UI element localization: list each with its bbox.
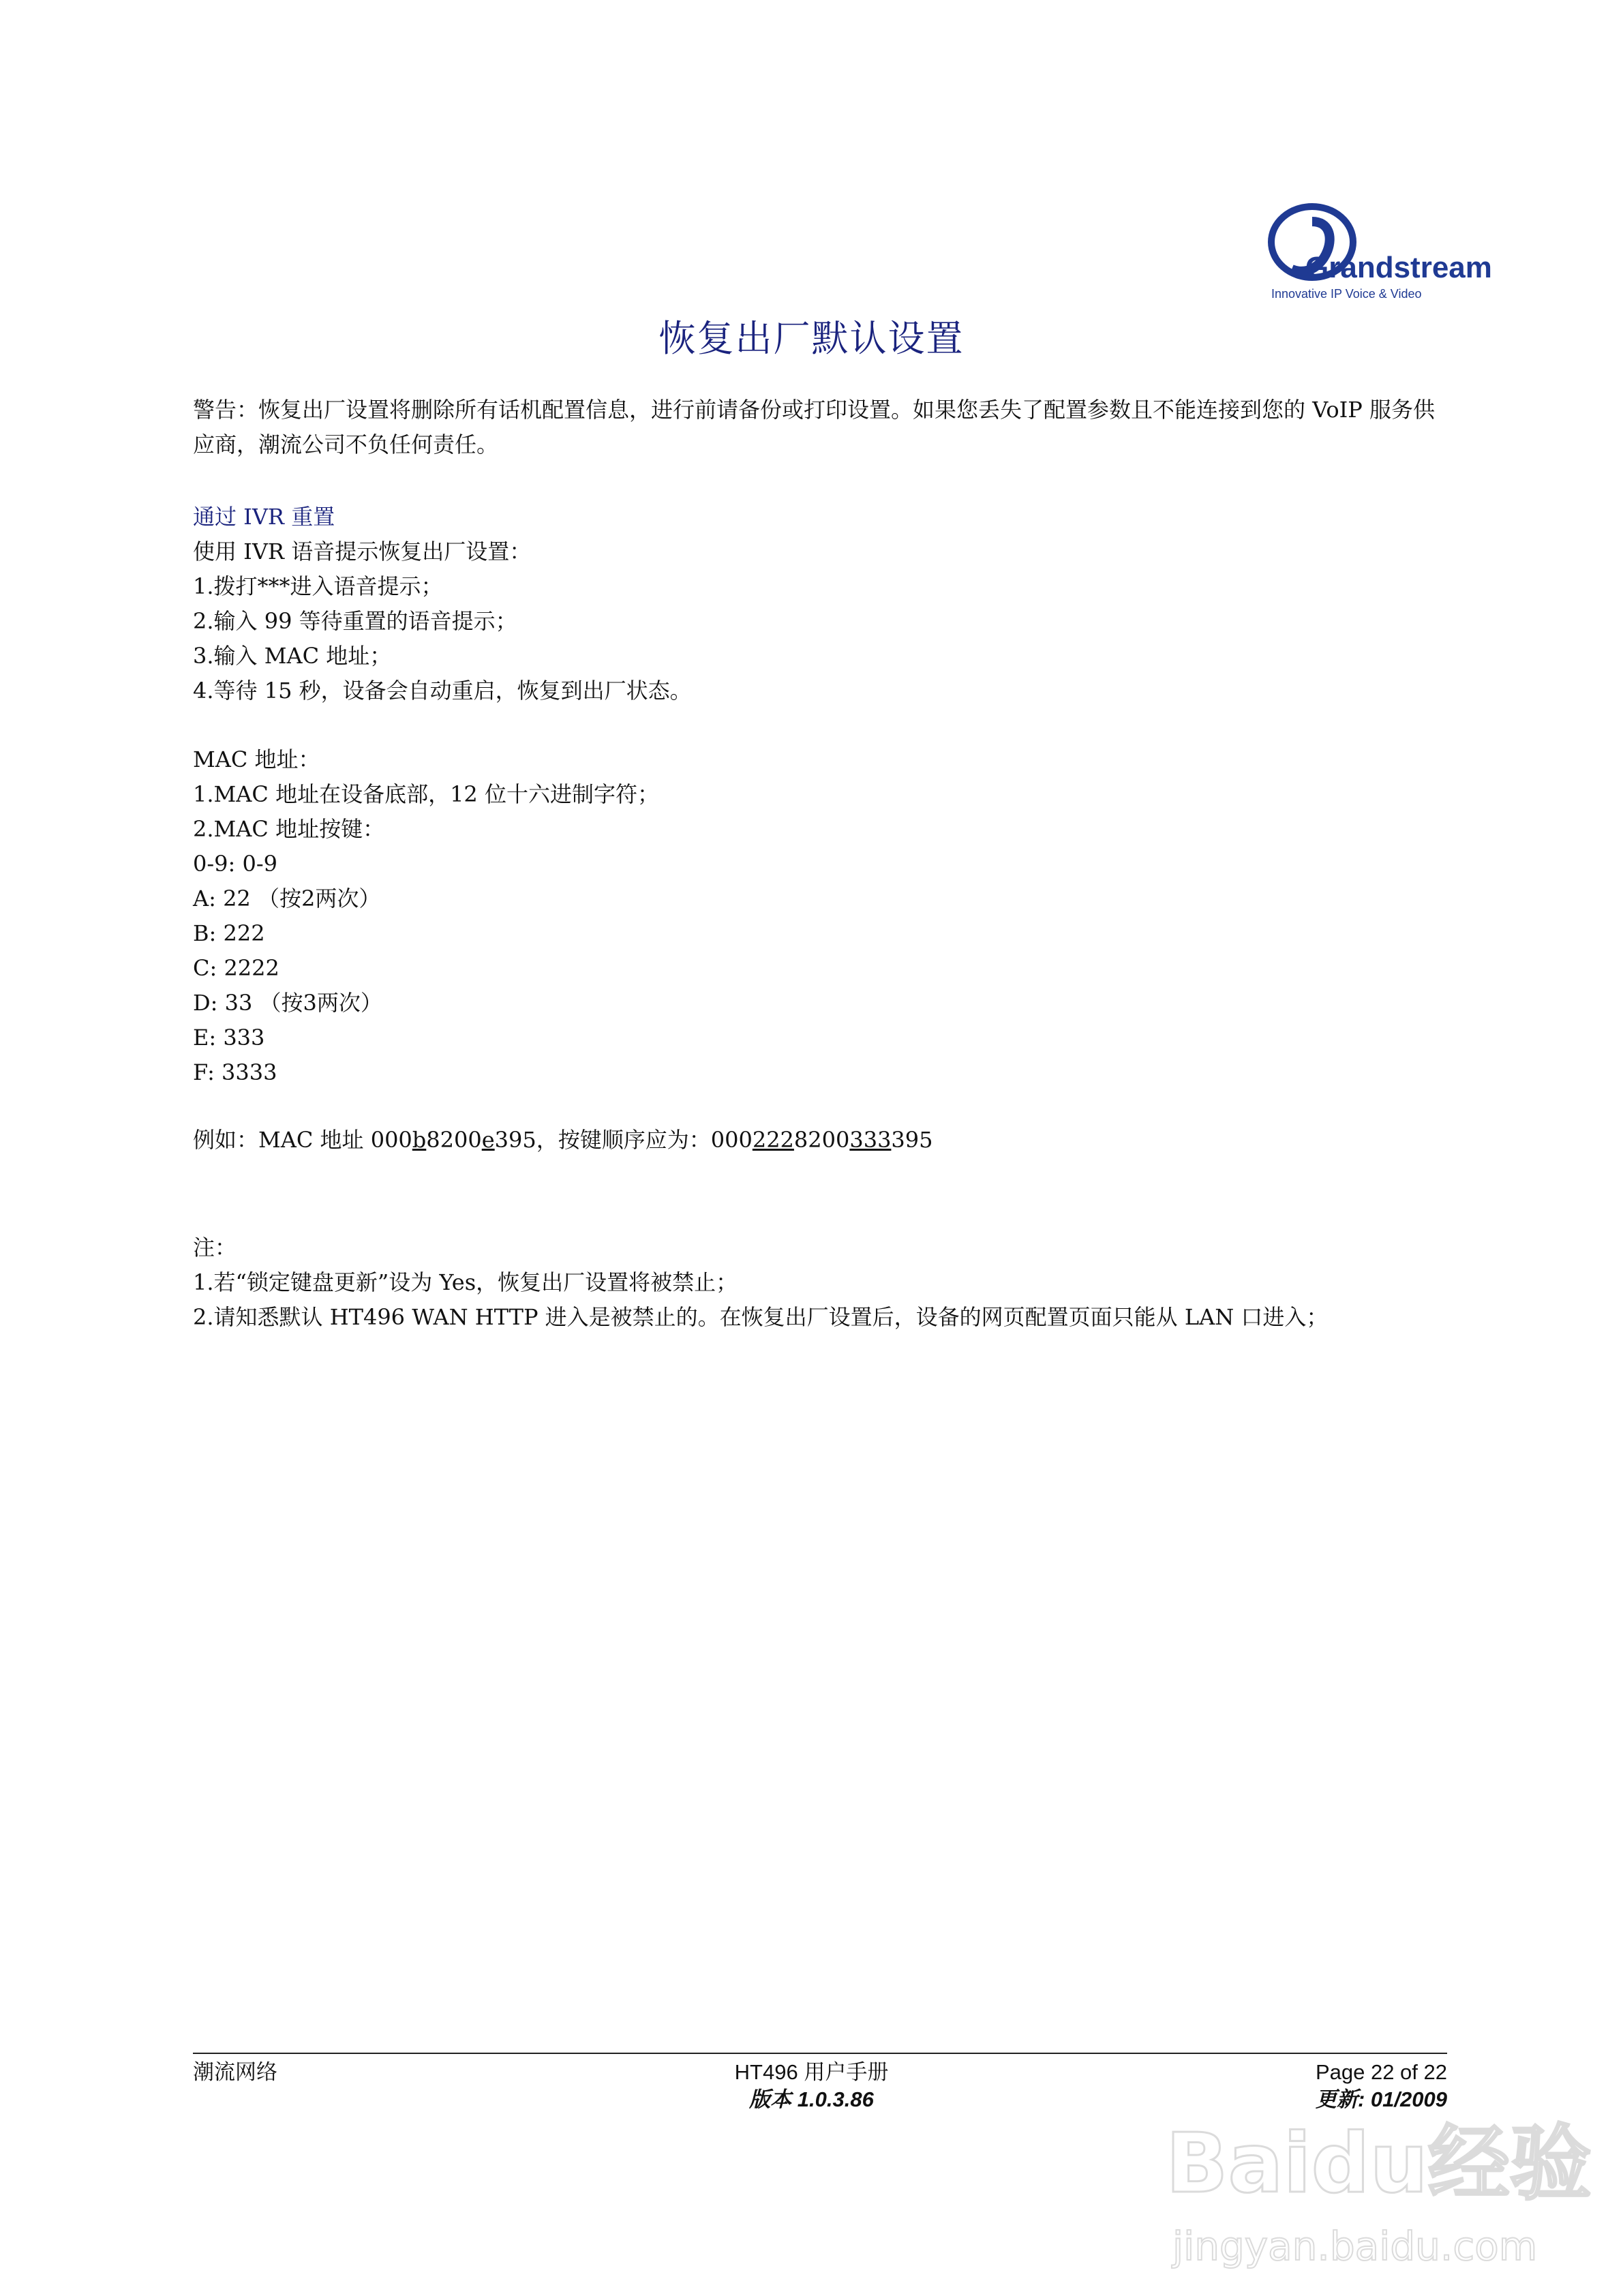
example-underlined: 333 (849, 1127, 892, 1153)
ivr-step: 1.拨打***进入语音提示； (193, 573, 443, 599)
watermark-url: jingyan.baidu.com (1172, 2223, 1538, 2269)
mac-item: 1.MAC 地址在设备底部，12 位十六进制字符； (193, 781, 659, 807)
mac-item: E: 333 (193, 1025, 265, 1051)
notes-section (193, 1230, 1440, 1335)
example-underlined: 222 (752, 1127, 794, 1153)
warning-paragraph: 警告：恢复出厂设置将删除所有话机配置信息，进行前请备份或打印设置。如果您丢失了配置参数且不能连接到您的 VoIP 服务供应商，潮流公司不负任何责任。 (193, 397, 1435, 457)
ivr-step: 4.等待 15 秒，设备会自动重启，恢复到出厂状态。 (193, 678, 692, 704)
example-part: 395，按键顺序应为：000 (494, 1127, 753, 1153)
footer-company: 潮流网络 (193, 2060, 277, 2085)
note-item: 2.请知悉默认 HT496 WAN HTTP 进入是被禁止的。在恢复出厂设置后，设备的网页配置页面只能从 LAN 口进入； (193, 1304, 1329, 1330)
ivr-heading: 通过 IVR 重置 (193, 504, 335, 530)
footer-manual-title: HT496 用户手册 (734, 2060, 889, 2084)
mac-section (193, 742, 659, 1090)
mac-item: A: 22 （按2两次） (193, 886, 381, 911)
example-part: 8200 (426, 1127, 482, 1153)
footer-updated: 更新: 01/2009 (1316, 2087, 1447, 2111)
ivr-intro: 使用 IVR 语音提示恢复出厂设置： (193, 539, 532, 564)
mac-item: B: 222 (193, 920, 265, 946)
footer-version: 版本 1.0.3.86 (749, 2087, 874, 2111)
logo-brand: Grandstream (1305, 251, 1492, 284)
logo-tagline: Innovative IP Voice & Video (1271, 287, 1422, 301)
ivr-step: 2.输入 99 等待重置的语音提示； (193, 608, 517, 634)
mac-item: 0-9: 0-9 (193, 851, 278, 877)
watermark-brand: Baidu经验 (1166, 2117, 1592, 2211)
footer-page-number: Page 22 of 22 (1315, 2060, 1447, 2084)
example-part: 395 (891, 1127, 933, 1153)
example-line (193, 1123, 933, 1158)
mac-item: F: 3333 (193, 1059, 277, 1085)
mac-item: 2.MAC 地址按键： (193, 816, 385, 842)
ivr-step: 3.输入 MAC 地址； (193, 643, 392, 669)
example-underlined: e (481, 1127, 495, 1153)
mac-item: D: 33 （按3两次） (193, 990, 382, 1016)
mac-item: C: 2222 (193, 955, 279, 981)
example-prefix: 例如：MAC 地址 000 (193, 1127, 412, 1153)
notes-heading: 注： (193, 1235, 237, 1260)
note-item: 1.若“锁定键盘更新”设为 Yes，恢复出厂设置将被禁止； (193, 1269, 738, 1295)
example-underlined: b (412, 1127, 427, 1153)
mac-heading: MAC 地址： (193, 746, 320, 772)
footer-divider (193, 2053, 1447, 2054)
ivr-steps (193, 534, 692, 708)
grandstream-logo (1264, 194, 1492, 303)
baidu-watermark (1159, 2096, 1592, 2280)
example-part: 8200 (793, 1127, 850, 1153)
page-title: 恢复出厂默认设置 (658, 317, 965, 360)
